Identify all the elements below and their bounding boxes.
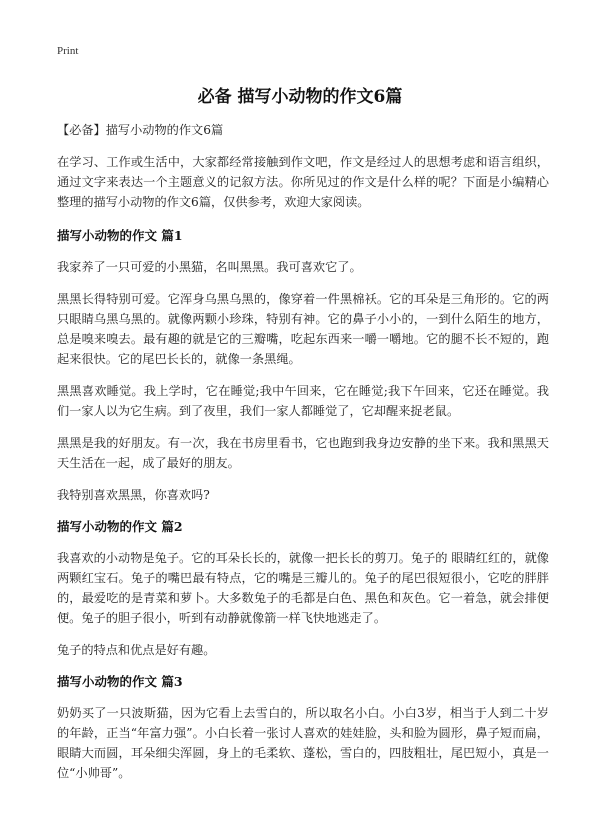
page-title: 必备 描写小动物的作文6篇 bbox=[197, 87, 403, 107]
subtitle: 【必备】描写小动物的作文6篇 bbox=[57, 123, 224, 137]
section-3-paragraph: 奶奶买了一只波斯猫，因为它看上去雪白的，所以取名小白。小白3岁，相当于人到二十岁的年龄，正当“年富力强”。小白长着一张讨人喜欢的娃娃脸，头和脸为圆形，鼻子短而扁，眼睛大而圆，耳朵细尖浑圆，身上的毛柔软、蓬松，雪白的，四肢粗壮，尾巴短小，真是一位“小帅哥”。 bbox=[57, 706, 549, 780]
section-2-paragraph: 我喜欢的小动物是兔子。它的耳朵长长的，就像一把长长的剪刀。兔子的 眼睛红红的，就像两颗红宝石。兔子的嘴巴最有特点，它的嘴是三瓣儿的。兔子的尾巴很短很小，它吃的胖胖的，最爱吃的是青菜和萝卜。大多数兔子的毛都是白色、黑色和灰色。它一着急，就会排便便。兔子的胆子很小，听到有动静就像箭一样飞快地逃走了。 bbox=[57, 551, 549, 625]
section-3-heading: 描写小动物的作文 篇3 bbox=[57, 674, 183, 689]
section-1-paragraph: 我特别喜欢黑黑，你喜欢吗? bbox=[57, 488, 210, 502]
section-1-paragraph: 黑黑长得特别可爱。它浑身乌黑乌黑的，像穿着一件黑棉袄。它的耳朵是三角形的。它的两只眼睛乌黑乌黑的。就像两颗小珍珠，特别有神。它的鼻子小小的，一到什么陌生的地方，总是嗅来嗅去。最有趣的就是它的三瓣嘴，吃起东西来一嚼一嚼地。它的腿不长不短的，跑起来很快。它的尾巴长长的，就像一条黑绳。 bbox=[57, 292, 549, 366]
section-1-paragraph: 我家养了一只可爱的小黑猫，名叫黑黑。我可喜欢它了。 bbox=[57, 260, 362, 274]
section-1-paragraph: 黑黑喜欢睡觉。我上学时，它在睡觉;我中午回来，它在睡觉;我下午回来，它还在睡觉。我们一家人以为它生病。到了夜里，我们一家人都睡觉了，它却醒来捉老鼠。 bbox=[57, 384, 549, 418]
section-1-heading: 描写小动物的作文 篇1 bbox=[57, 228, 183, 243]
section-2-paragraph: 兔子的特点和优点是好有趣。 bbox=[57, 643, 216, 657]
article-body bbox=[57, 120, 549, 795]
section-1-paragraph: 黑黑是我的好朋友。有一次，我在书房里看书，它也跑到我身边安静的坐下来。我和黑黑天天生活在一起，成了最好的朋友。 bbox=[57, 436, 549, 470]
section-2-heading: 描写小动物的作文 篇2 bbox=[57, 519, 183, 534]
intro-paragraph: 在学习、工作或生活中，大家都经常接触到作文吧，作文是经过人的思想考虑和语言组织，通过文字来表达一个主题意义的记叙方法。你所见过的作文是什么样的呢？下面是小编精心整理的描写小动物的作文6篇，仅供参考，欢迎大家阅读。 bbox=[57, 155, 549, 209]
print-link[interactable]: Print bbox=[57, 45, 79, 57]
